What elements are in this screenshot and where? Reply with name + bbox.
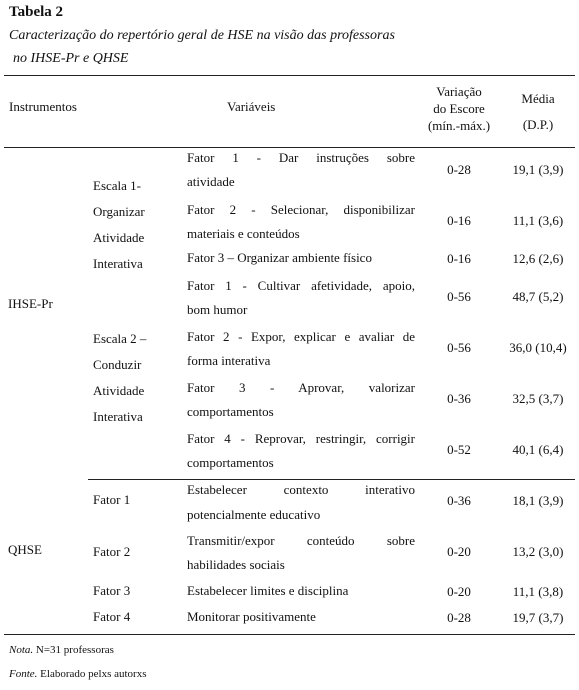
ihse-row-4-range: 0-56	[447, 289, 471, 304]
ihse-row-4-l2: bom humor	[187, 302, 248, 317]
qhse-row-3-fator: Fator 3	[93, 583, 131, 598]
ihse-row-2-l1: Fator 2 - Selecionar, disponibilizar	[187, 202, 415, 217]
escala-2-l3: Atividade	[93, 383, 145, 398]
header-variacao-l3: (mín.-máx.)	[427, 118, 491, 133]
fonte-label: Fonte.	[9, 668, 38, 680]
escala-1-l4: Interativa	[93, 256, 143, 271]
qhse-row-1-l1: Estabelecer contexto interativo	[187, 482, 415, 497]
ihse-row-7-range: 0-52	[447, 442, 471, 457]
qhse-row-1-fator: Fator 1	[93, 492, 131, 507]
ihse-row-3-mean: 12,6 (2,6)	[512, 251, 564, 266]
escala-2-l4: Interativa	[93, 409, 143, 424]
ihse-row-4-mean: 48,7 (5,2)	[512, 289, 564, 304]
ihse-row-2-mean: 11,1 (3,6)	[512, 213, 564, 228]
qhse-row-4-range: 0-28	[447, 610, 471, 625]
table-caption-line1: Caracterização do repertório geral de HSE na visão das professoras	[9, 28, 395, 43]
header-variacao-l1: Variação	[436, 84, 482, 99]
header-variacao	[420, 83, 498, 134]
qhse-row-3-range: 0-20	[447, 584, 471, 599]
qhse-row-4-mean: 19,7 (3,7)	[512, 610, 564, 625]
escala-1-l2: Organizar	[93, 204, 145, 219]
ihse-row-3-l1: Fator 3 – Organizar ambiente físico	[187, 250, 372, 265]
header-instrumentos: Instrumentos	[9, 99, 77, 114]
qhse-row-2-l1: Transmitir/expor conteúdo sobre	[187, 533, 415, 548]
nota-label: Nota.	[9, 644, 34, 656]
ihse-row-1-range: 0-28	[447, 162, 471, 177]
top-border	[4, 75, 575, 76]
ihse-row-6-mean: 32,5 (3,7)	[512, 391, 564, 406]
table-source	[9, 668, 146, 680]
fonte-text: Elaborado pelxs autorxs	[40, 668, 147, 680]
header-media-l2: (D.P.)	[522, 117, 554, 132]
escala-2-l2: Conduzir	[93, 357, 142, 372]
instrument-ihse: IHSE-Pr	[8, 296, 53, 311]
escala-2	[93, 326, 146, 430]
header-media-l1: Média	[521, 91, 555, 106]
ihse-row-6-l1: Fator 3 - Aprovar, valorizar	[187, 380, 415, 395]
qhse-row-1-range: 0-36	[447, 493, 471, 508]
qhse-row-2-l2: habilidades sociais	[187, 557, 285, 572]
qhse-row-4-l1: Monitorar positivamente	[187, 609, 316, 624]
ihse-row-6-l2: comportamentos	[187, 404, 274, 419]
ihse-row-1-mean: 19,1 (3,9)	[512, 162, 564, 177]
header-variaveis: Variáveis	[227, 99, 276, 114]
ihse-row-7-l1: Fator 4 - Reprovar, restringir, corrigir	[187, 431, 415, 446]
ihse-row-1-l2: atividade	[187, 174, 235, 189]
qhse-row-2-range: 0-20	[447, 544, 471, 559]
qhse-row-1-mean: 18,1 (3,9)	[512, 493, 564, 508]
table-caption-line2: no IHSE-Pr e QHSE	[13, 51, 129, 66]
ihse-row-5-l2: forma interativa	[187, 353, 271, 368]
nota-text: N=31 professoras	[35, 644, 114, 656]
ihse-row-4-l1: Fator 1 - Cultivar afetividade, apoio,	[187, 278, 415, 293]
qhse-row-2-fator: Fator 2	[93, 544, 131, 559]
table-note	[9, 644, 114, 656]
qhse-row-3-l1: Estabelecer limites e disciplina	[187, 583, 349, 598]
ihse-row-1-l1: Fator 1 - Dar instruções sobre	[187, 150, 415, 165]
ihse-row-5-l1: Fator 2 - Expor, explicar e avaliar de	[187, 329, 415, 344]
ihse-row-7-l2: comportamentos	[187, 455, 274, 470]
escala-2-l1: Escala 2 –	[93, 331, 147, 346]
header-media	[503, 86, 573, 138]
bottom-border	[4, 634, 575, 635]
table-title: Tabela 2	[9, 4, 64, 20]
qhse-row-4-fator: Fator 4	[93, 609, 131, 624]
ihse-row-6-range: 0-36	[447, 391, 471, 406]
escala-1	[93, 173, 145, 277]
ihse-row-5-range: 0-56	[447, 340, 471, 355]
ihse-row-2-range: 0-16	[447, 213, 471, 228]
ihse-row-2-l2: materiais e conteúdos	[187, 226, 300, 241]
ihse-row-3-range: 0-16	[447, 251, 471, 266]
escala-1-l1: Escala 1-	[93, 178, 142, 193]
escala-1-l3: Atividade	[93, 230, 145, 245]
qhse-row-1-l2: potencialmente educativo	[187, 507, 321, 522]
instrument-qhse: QHSE	[8, 542, 42, 557]
header-variacao-l2: do Escore	[433, 101, 485, 116]
qhse-row-2-mean: 13,2 (3,0)	[512, 544, 564, 559]
ihse-row-7-mean: 40,1 (6,4)	[512, 442, 564, 457]
qhse-row-3-mean: 11,1 (3,8)	[512, 584, 564, 599]
ihse-row-5-mean: 36,0 (10,4)	[509, 340, 567, 355]
